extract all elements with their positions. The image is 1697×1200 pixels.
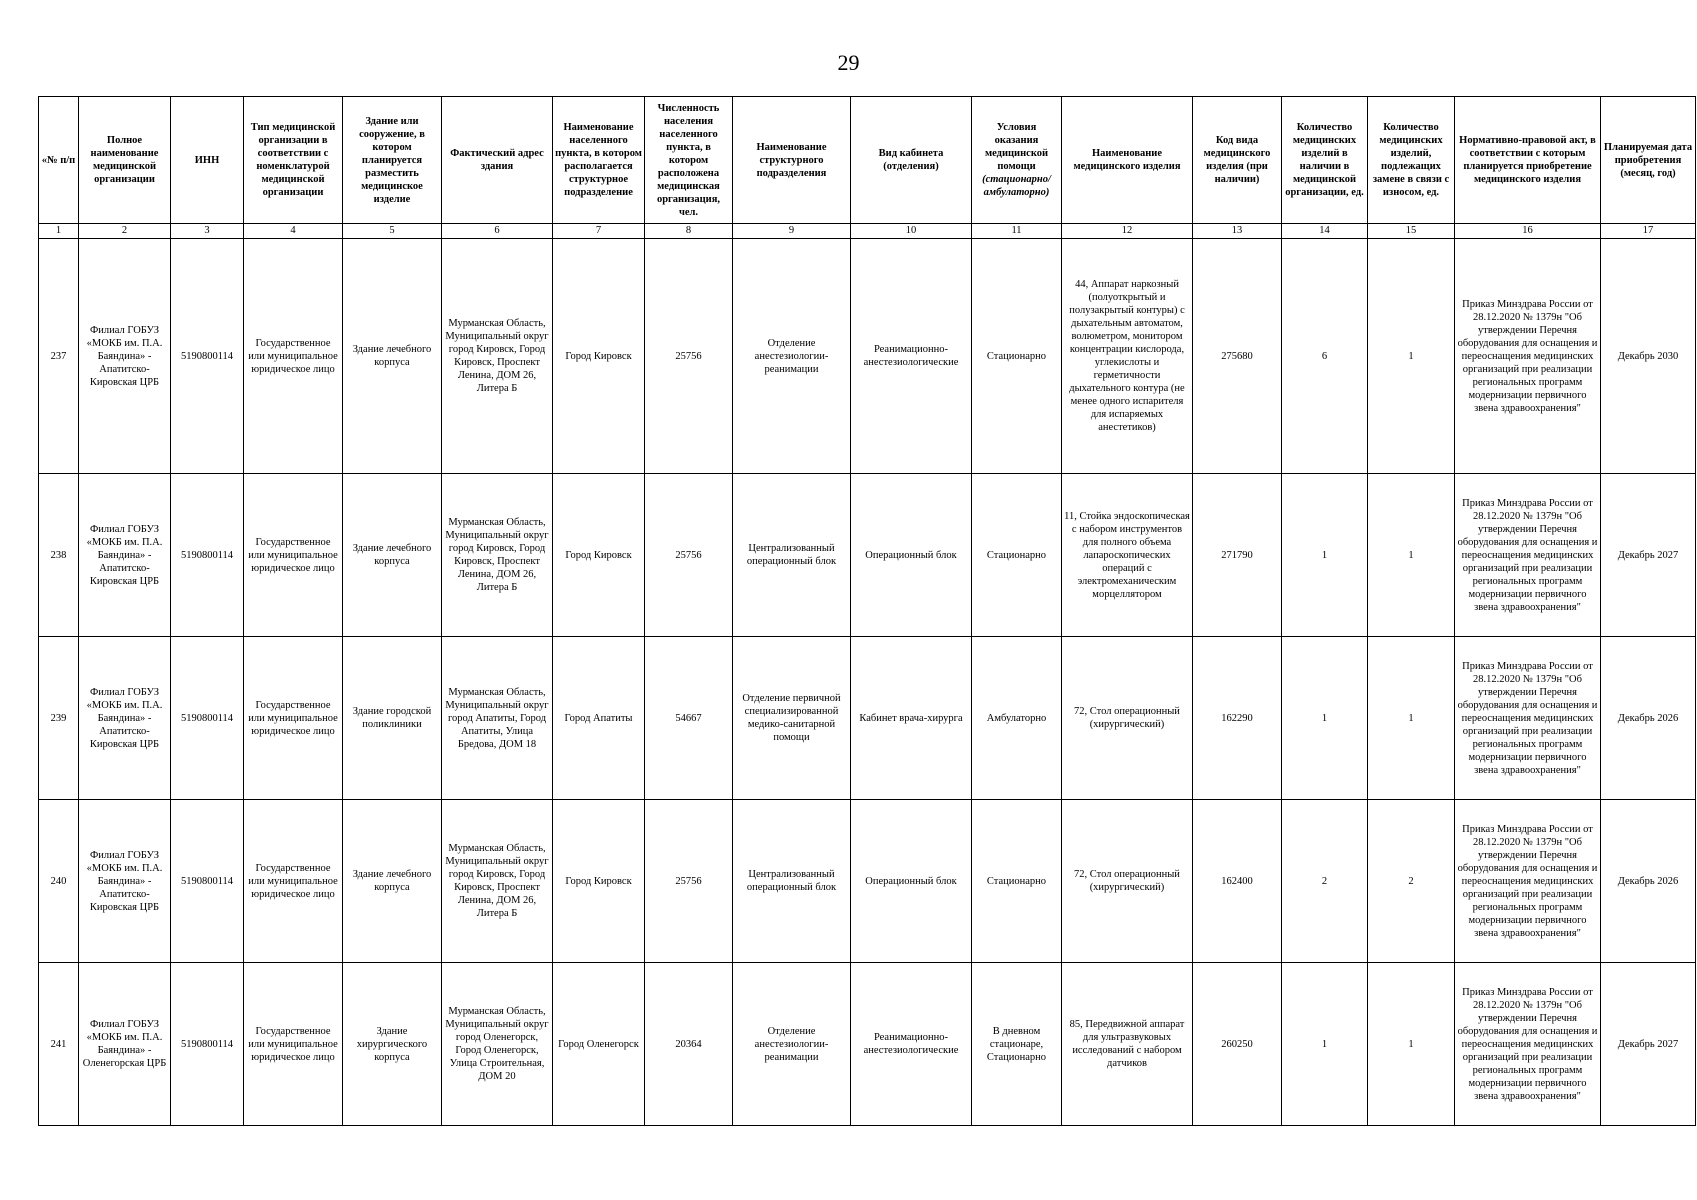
column-number: 15 [1368, 224, 1455, 239]
header-cell: Наименование медицинского изделия [1062, 97, 1193, 224]
address: Мурманская Область, Муниципальный округ город Кировск, Город Кировск, Проспект Ленина, ДОМ 26, Литера Б [442, 239, 553, 474]
qty-replace: 1 [1368, 963, 1455, 1126]
locality: Город Апатиты [553, 637, 645, 800]
column-number: 1 [39, 224, 79, 239]
locality: Город Оленегорск [553, 963, 645, 1126]
row-number: 238 [39, 474, 79, 637]
inn: 5190800114 [171, 637, 244, 800]
qty-available: 1 [1282, 474, 1368, 637]
header-cell: Планируемая дата приобретения (месяц, год) [1601, 97, 1696, 224]
structural-unit: Отделение анестезиологии-реанимации [733, 239, 851, 474]
device-code: 260250 [1193, 963, 1282, 1126]
column-number: 12 [1062, 224, 1193, 239]
legal-act: Приказ Минздрава России от 28.12.2020 № 1379н "Об утверждении Перечня оборудования для оснащения и переоснащения медицинских организаций при реализации региональных программ модернизации первичного звена здравоохранения" [1455, 963, 1601, 1126]
population: 25756 [645, 800, 733, 963]
column-number: 3 [171, 224, 244, 239]
cabinet-type: Операционный блок [851, 800, 972, 963]
column-number: 14 [1282, 224, 1368, 239]
structural-unit: Централизованный операционный блок [733, 800, 851, 963]
legal-act: Приказ Минздрава России от 28.12.2020 № 1379н "Об утверждении Перечня оборудования для оснащения и переоснащения медицинских организаций при реализации региональных программ модернизации первичного звена здравоохранения" [1455, 474, 1601, 637]
column-number: 9 [733, 224, 851, 239]
column-number: 6 [442, 224, 553, 239]
org-name: Филиал ГОБУЗ «МОКБ им. П.А. Баяндина» - Апатитско-Кировская ЦРБ [79, 239, 171, 474]
header-cell: Полное наименование медицинской организации [79, 97, 171, 224]
building: Здание лечебного корпуса [343, 800, 442, 963]
care-conditions: В дневном стационаре, Стационарно [972, 963, 1062, 1126]
column-number: 10 [851, 224, 972, 239]
care-conditions: Амбулаторно [972, 637, 1062, 800]
header-cell: Вид кабинета (отделения) [851, 97, 972, 224]
column-number: 8 [645, 224, 733, 239]
row-number: 241 [39, 963, 79, 1126]
header-cell: ИНН [171, 97, 244, 224]
qty-replace: 1 [1368, 637, 1455, 800]
building: Здание лечебного корпуса [343, 239, 442, 474]
address: Мурманская Область, Муниципальный округ город Апатиты, Город Апатиты, Улица Бредова, ДОМ 18 [442, 637, 553, 800]
column-number-row [39, 224, 1696, 239]
inn: 5190800114 [171, 239, 244, 474]
column-number: 7 [553, 224, 645, 239]
inn: 5190800114 [171, 474, 244, 637]
device-code: 271790 [1193, 474, 1282, 637]
planned-date: Декабрь 2027 [1601, 963, 1696, 1126]
row-number: 240 [39, 800, 79, 963]
header-cell: Количество медицинских изделий в наличии в медицинской организации, ед. [1282, 97, 1368, 224]
qty-available: 6 [1282, 239, 1368, 474]
device-name: 72, Стол операционный (хирургический) [1062, 637, 1193, 800]
org-type: Государственное или муниципальное юридическое лицо [244, 963, 343, 1126]
header-conditions-text: Условия оказания медицинской помощи [984, 122, 1049, 172]
device-name: 85, Передвижной аппарат для ультразвуковых исследований с набором датчиков [1062, 963, 1193, 1126]
device-code: 162400 [1193, 800, 1282, 963]
equipment-table [38, 96, 1696, 1126]
building: Здание лечебного корпуса [343, 474, 442, 637]
org-type: Государственное или муниципальное юридическое лицо [244, 474, 343, 637]
header-cell: Количество медицинских изделий, подлежащих замене в связи с износом, ед. [1368, 97, 1455, 224]
device-name: 11, Стойка эндоскопическая с набором инструментов для полного объема лапароскопических операций с электромеханическим морцеллятором [1062, 474, 1193, 637]
population: 20364 [645, 963, 733, 1126]
table-row [39, 474, 1696, 637]
locality: Город Кировск [553, 800, 645, 963]
address: Мурманская Область, Муниципальный округ город Кировск, Город Кировск, Проспект Ленина, ДОМ 26, Литера Б [442, 474, 553, 637]
structural-unit: Централизованный операционный блок [733, 474, 851, 637]
column-number: 5 [343, 224, 442, 239]
care-conditions: Стационарно [972, 474, 1062, 637]
qty-available: 2 [1282, 800, 1368, 963]
qty-replace: 2 [1368, 800, 1455, 963]
column-number: 16 [1455, 224, 1601, 239]
qty-available: 1 [1282, 963, 1368, 1126]
table-row [39, 963, 1696, 1126]
cabinet-type: Операционный блок [851, 474, 972, 637]
care-conditions: Стационарно [972, 239, 1062, 474]
device-code: 275680 [1193, 239, 1282, 474]
inn: 5190800114 [171, 800, 244, 963]
legal-act: Приказ Минздрава России от 28.12.2020 № 1379н "Об утверждении Перечня оборудования для оснащения и переоснащения медицинских организаций при реализации региональных программ модернизации первичного звена здравоохранения" [1455, 239, 1601, 474]
building: Здание хирургического корпуса [343, 963, 442, 1126]
header-cell-conditions [972, 97, 1062, 224]
planned-date: Декабрь 2027 [1601, 474, 1696, 637]
org-type: Государственное или муниципальное юридическое лицо [244, 800, 343, 963]
population: 25756 [645, 239, 733, 474]
header-cell: Фактический адрес здания [442, 97, 553, 224]
table-row [39, 239, 1696, 474]
address: Мурманская Область, Муниципальный округ город Оленегорск, Город Оленегорск, Улица Строительная, ДОМ 20 [442, 963, 553, 1126]
header-cell: Численность населения населенного пункта, в котором расположена медицинская организация, чел. [645, 97, 733, 224]
column-number: 2 [79, 224, 171, 239]
row-number: 237 [39, 239, 79, 474]
device-name: 72, Стол операционный (хирургический) [1062, 800, 1193, 963]
structural-unit: Отделение первичной специализированной медико-санитарной помощи [733, 637, 851, 800]
column-number: 11 [972, 224, 1062, 239]
planned-date: Декабрь 2026 [1601, 637, 1696, 800]
column-number: 4 [244, 224, 343, 239]
building: Здание городской поликлиники [343, 637, 442, 800]
locality: Город Кировск [553, 474, 645, 637]
org-type: Государственное или муниципальное юридическое лицо [244, 239, 343, 474]
device-name: 44, Аппарат наркозный (полуоткрытый и полузакрытый контуры) с дыхательным автоматом, волюметром, монитором концентрации кислорода, углекислоты и герметичности дыхательного контура (не менее одного испарителя для испаряемых анестетиков) [1062, 239, 1193, 474]
cabinet-type: Кабинет врача-хирурга [851, 637, 972, 800]
structural-unit: Отделение анестезиологии-реанимации [733, 963, 851, 1126]
address: Мурманская Область, Муниципальный округ город Кировск, Город Кировск, Проспект Ленина, ДОМ 26, Литера Б [442, 800, 553, 963]
cabinet-type: Реанимационно-анестезиологические [851, 239, 972, 474]
inn: 5190800114 [171, 963, 244, 1126]
table-row [39, 637, 1696, 800]
care-conditions: Стационарно [972, 800, 1062, 963]
header-cell: Наименование структурного подразделения [733, 97, 851, 224]
device-code: 162290 [1193, 637, 1282, 800]
header-row [39, 97, 1696, 224]
header-cell: Тип медицинской организации в соответствии с номенклатурой медицинской организации [244, 97, 343, 224]
header-cell: Нормативно-правовой акт, в соответствии с которым планируется приобретение медицинского изделия [1455, 97, 1601, 224]
column-number: 17 [1601, 224, 1696, 239]
table-row [39, 800, 1696, 963]
cabinet-type: Реанимационно-анестезиологические [851, 963, 972, 1126]
row-number: 239 [39, 637, 79, 800]
qty-replace: 1 [1368, 474, 1455, 637]
qty-replace: 1 [1368, 239, 1455, 474]
org-name: Филиал ГОБУЗ «МОКБ им. П.А. Баяндина» - Апатитско-Кировская ЦРБ [79, 637, 171, 800]
header-cell: Здание или сооружение, в котором планируется разместить медицинское изделие [343, 97, 442, 224]
planned-date: Декабрь 2026 [1601, 800, 1696, 963]
planned-date: Декабрь 2030 [1601, 239, 1696, 474]
header-cell: «№ п/п [39, 97, 79, 224]
org-name: Филиал ГОБУЗ «МОКБ им. П.А. Баяндина» - Оленегорская ЦРБ [79, 963, 171, 1126]
locality: Город Кировск [553, 239, 645, 474]
population: 25756 [645, 474, 733, 637]
org-type: Государственное или муниципальное юридическое лицо [244, 637, 343, 800]
org-name: Филиал ГОБУЗ «МОКБ им. П.А. Баяндина» - Апатитско-Кировская ЦРБ [79, 474, 171, 637]
column-number: 13 [1193, 224, 1282, 239]
population: 54667 [645, 637, 733, 800]
page-number: 29 [837, 50, 860, 75]
org-name: Филиал ГОБУЗ «МОКБ им. П.А. Баяндина» - Апатитско-Кировская ЦРБ [79, 800, 171, 963]
header-cell: Наименование населенного пункта, в котором располагается структурное подразделение [553, 97, 645, 224]
header-cell: Код вида медицинского изделия (при наличии) [1193, 97, 1282, 224]
header-conditions-italic: (стационарно/ амбулаторно) [982, 174, 1051, 198]
qty-available: 1 [1282, 637, 1368, 800]
legal-act: Приказ Минздрава России от 28.12.2020 № 1379н "Об утверждении Перечня оборудования для оснащения и переоснащения медицинских организаций при реализации региональных программ модернизации первичного звена здравоохранения" [1455, 637, 1601, 800]
legal-act: Приказ Минздрава России от 28.12.2020 № 1379н "Об утверждении Перечня оборудования для оснащения и переоснащения медицинских организаций при реализации региональных программ модернизации первичного звена здравоохранения" [1455, 800, 1601, 963]
